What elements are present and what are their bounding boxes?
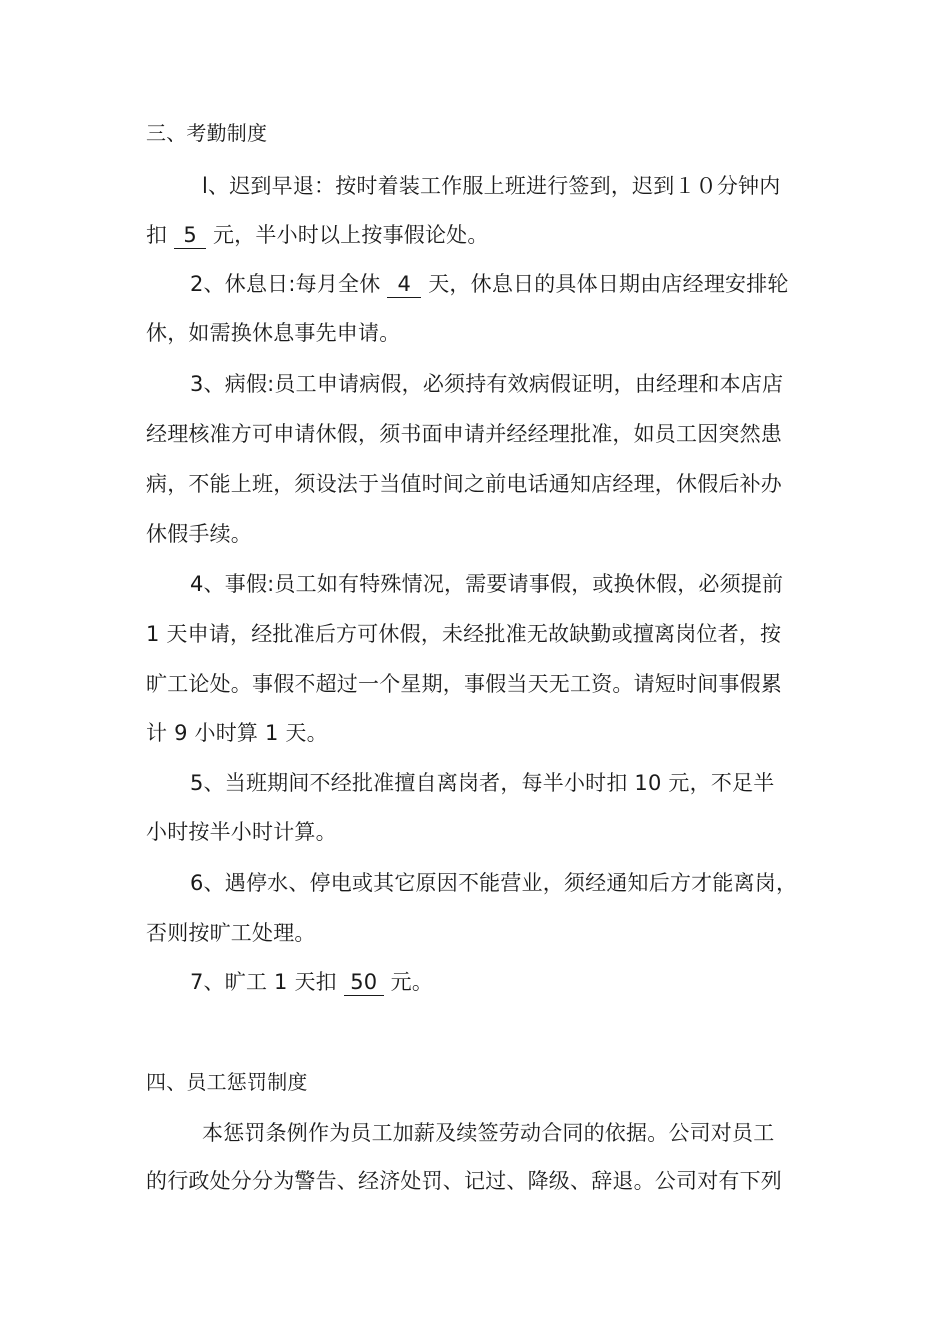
rest-days-amount: 4	[387, 271, 421, 298]
rule-6-line-1: 6、遇停水、停电或其它原因不能营业，须经通知后方才能离岗，	[190, 871, 798, 895]
rule-2-line-2: 休，如需换休息事先申请。	[146, 321, 401, 345]
rule-5-line-1: 5、当班期间不经批准擅自离岗者，每半小时扣 10 元，不足半	[190, 771, 775, 795]
rule-3-line-4: 休假手续。	[146, 522, 252, 546]
rule-5-line-2: 小时按半小时计算。	[146, 820, 337, 844]
rule-2-suffix: 天，休息日的具体日期由店经理安排轮	[428, 272, 789, 296]
late-fine-amount: 5	[174, 222, 206, 249]
absence-fine-amount: 50	[344, 969, 384, 996]
rule-1-line-1: l、迟到早退：按时着装工作服上班进行签到，迟到１０分钟内	[202, 174, 781, 198]
rule-2-line-1	[190, 269, 789, 299]
rule-4-line-4: 计 9 小时算 1 天。	[146, 721, 328, 745]
rule-3-line-2: 经理核准方可申请休假，须书面申请并经经理批准，如员工因突然患	[146, 422, 782, 446]
rule-4-line-3: 旷工论处。事假不超过一个星期，事假当天无工资。请短时间事假累	[146, 672, 782, 696]
rule-7-prefix: 7、旷工 1 天扣	[190, 970, 337, 994]
section-heading-discipline: 四、员工惩罚制度	[146, 1070, 308, 1094]
rule-3-line-1: 3、病假:员工申请病假，必须持有效病假证明，由经理和本店店	[190, 372, 784, 396]
rule-1-suffix: 元，半小时以上按事假论处。	[212, 223, 489, 247]
discipline-para-line-2: 的行政处分分为警告、经济处罚、记过、降级、辞退。公司对有下列	[146, 1169, 782, 1193]
rule-4-line-2: 1 天申请，经批准后方可休假，未经批准无故缺勤或擅离岗位者，按	[146, 622, 782, 646]
rule-2-prefix: 2、休息日:每月全休	[190, 272, 381, 296]
rule-6-line-2: 否则按旷工处理。	[146, 921, 316, 945]
rule-1-prefix: 扣	[146, 223, 168, 247]
discipline-para-line-1: 本惩罚条例作为员工加薪及续签劳动合同的依据。公司对员工	[202, 1121, 775, 1145]
rule-1-line-2	[146, 220, 489, 250]
rule-3-line-3: 病，不能上班，须设法于当值时间之前电话通知店经理，休假后补办	[146, 472, 782, 496]
section-heading-attendance: 三、考勤制度	[146, 121, 268, 145]
rule-7-suffix: 元。	[390, 970, 434, 994]
rule-7-line	[190, 967, 433, 997]
rule-4-line-1: 4、事假:员工如有特殊情况，需要请事假，或换休假，必须提前	[190, 572, 784, 596]
